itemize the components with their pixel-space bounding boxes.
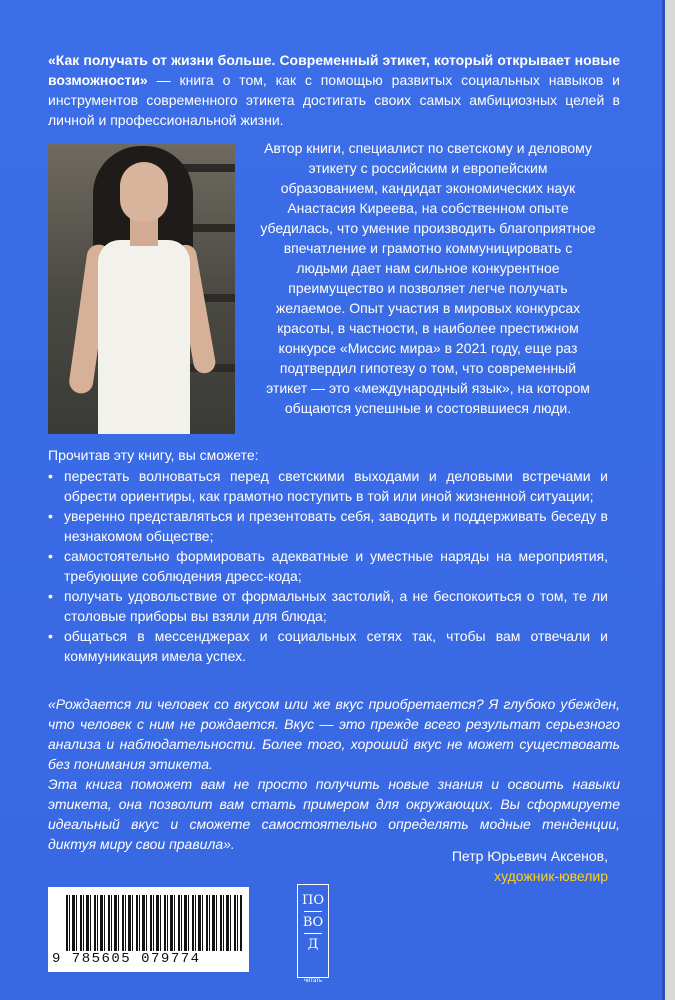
logo-part: Д (307, 937, 319, 952)
intro-text: — книга о том, как с помощью развитых социальных навыков и инструментов современного этикета достигать своих самых амбициозных целей в личной и профессиональной жизни. (48, 72, 620, 128)
list-item: • получать удовольствие от формальных застолий, а не беспокоиться о том, те ли столовые приборы вы взяли для блюда; (48, 586, 608, 626)
barcode-bars (66, 895, 242, 951)
testimonial-quote (48, 694, 620, 854)
quote-author-role: художник-ювелир (494, 868, 608, 884)
list-item: • самостоятельно формировать адекватные и уместные наряды на мероприятия, требующие соблюдения дресс-кода; (48, 546, 608, 586)
benefits-list (48, 466, 608, 666)
list-item: • общаться в мессенджерах и социальных сетях так, чтобы вам отвечали и коммуникация имела успех. (48, 626, 608, 666)
quote-author: Петр Юрьевич Аксенов, (451, 848, 608, 864)
quote-paragraph: «Рождается ли человек со вкусом или же вкус приобретается? Я глубоко убежден, что человек с ним не рождается. Вкус — это прежде всего результат серьезного анализа и наблюдательности. Более того, хороший вкус не может существовать без понимания этикета. (48, 696, 620, 772)
barcode (48, 887, 249, 972)
publisher-logo (297, 884, 329, 978)
isbn-number: 9 785605 079774 (52, 951, 201, 967)
publisher-tagline: читать (303, 978, 323, 984)
book-title: «Как получать от жизни больше. Современный этикет, который открывает новые возможности» (48, 52, 620, 88)
intro-paragraph (48, 50, 620, 130)
quote-paragraph: Эта книга поможет вам не просто получить новые знания и освоить навыки этикета, она позволит вам стать примером для окружающих. Вы сформируете идеальный вкус и сможете самостоятельно определять модные тенденции, диктуя миру свои правила». (48, 776, 620, 852)
benefits-lead: Прочитав эту книгу, вы сможете: (48, 447, 259, 463)
logo-part: ВО (302, 915, 324, 930)
author-face (120, 162, 168, 222)
logo-part: ПО (302, 893, 324, 908)
list-item: • перестать волноваться перед светскими выходами и деловыми встречами и обрести ориентиры, как грамотно поступить в той или иной жизненной ситуации; (48, 466, 608, 506)
author-bio: Автор книги, специалист по светскому и деловому этикету с российским и европейским образованием, кандидат экономических наук Анастасия Киреева, на собственном опыте убедилась, что умение производить благоприятное впечатление и грамотно коммуницировать с людьми дает нам сильное конкурентное преимущество и позволяет легче получать желаемое. Опыт участия в мировых конкурсах красоты, в частности, в наиболее престижном конкурсе «Миссис мира» в 2021 году, еще раз подтвердил гипотезу о том, что современный этикет — это «международный язык», на котором общаются успешные и состоявшиеся люди. (260, 140, 596, 416)
author-outfit (98, 240, 190, 434)
list-item: • уверенно представляться и презентовать себя, заводить и поддерживать беседу в незнакомом обществе; (48, 506, 608, 546)
author-photo (48, 144, 235, 434)
